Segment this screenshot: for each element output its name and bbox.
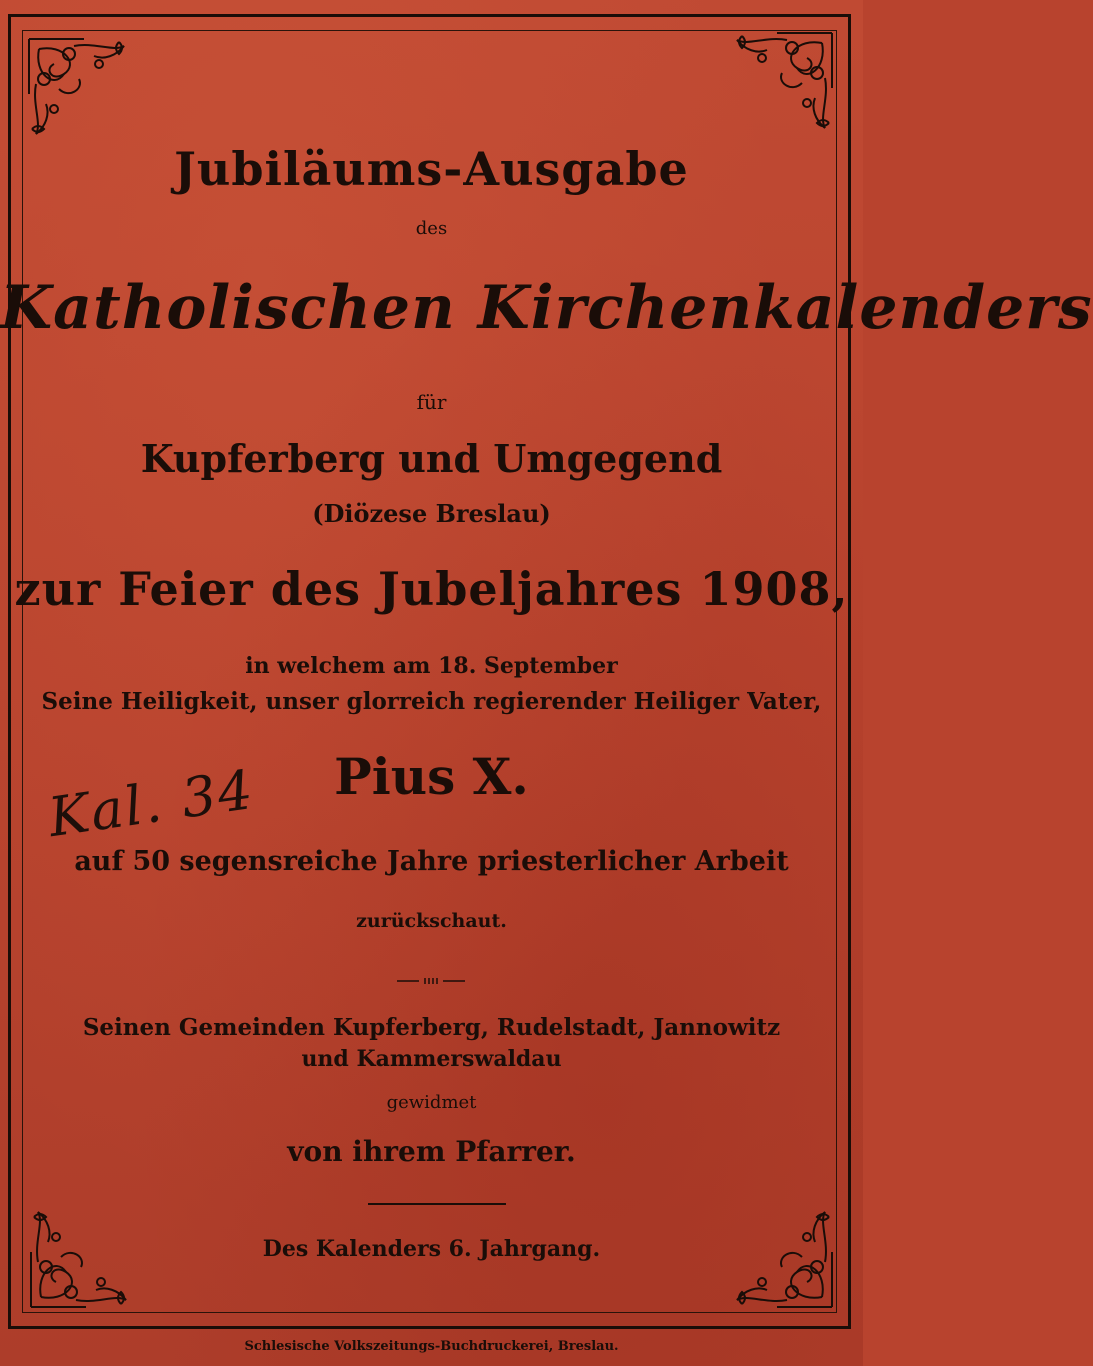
corner-ornament-icon — [24, 34, 144, 154]
pope-name: Pius X. — [334, 747, 529, 806]
parishes-line-1: Seinen Gemeinden Kupferberg, Rudelstadt, Jannowitz — [82, 1014, 781, 1041]
diocese: (Diözese Breslau) — [312, 499, 551, 528]
title-main: Jubiläums-Ausgabe — [174, 142, 689, 196]
september-line: in welchem am 18. September — [245, 653, 618, 679]
word-fuer: für — [416, 390, 447, 414]
ornamental-divider-icon — [395, 970, 467, 978]
years-line: auf 50 segensreiche Jahre priesterlicher Arbeit — [74, 846, 789, 877]
article-des: des — [415, 218, 448, 239]
horizontal-rule — [368, 1203, 506, 1205]
pastor-line: von ihrem Pfarrer. — [287, 1135, 576, 1168]
zurueck-line: zurückschaut. — [356, 910, 507, 932]
volume-line: Des Kalenders 6. Jahrgang. — [262, 1236, 601, 1262]
parishes-line-2: und Kammerswaldau — [301, 1046, 562, 1072]
dedicated-line: gewidmet — [386, 1092, 477, 1113]
holiness-line: Seine Heiligkeit, unser glorreich regierender Heiliger Vater, — [41, 688, 822, 715]
celebration-line: zur Feier des Jubeljahres 1908, — [14, 562, 849, 616]
place-name: Kupferberg und Umgegend — [140, 436, 723, 481]
printer-imprint: Schlesische Volkszeitungs-Buchdruckerei, Breslau. — [244, 1339, 619, 1354]
corner-ornament-icon — [717, 28, 837, 148]
title-calendar: Katholischen Kirchenkalenders — [0, 273, 1093, 343]
handwritten-shelfmark: Kal. 34 — [44, 757, 259, 850]
